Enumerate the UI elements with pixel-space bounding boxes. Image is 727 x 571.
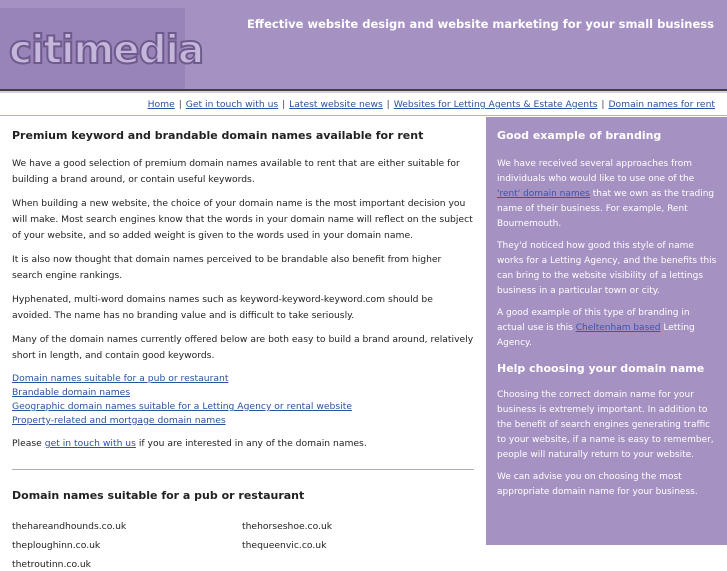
nav-home-link[interactable]: Home	[147, 99, 175, 110]
header-divider-light	[0, 91, 727, 93]
brandable-paragraph: It is also now thought that domain names perceived to be brandable also benefit from higher search engine rankings.	[12, 254, 442, 281]
domain-choice-paragraph: When building a new website, the choice of your domain name is the most important decision you will make. Most search engines know that the words in your domain name will reflect on the subject of your website, and so added weight is given to the words used in your domain name.	[12, 198, 473, 241]
domain-item: thetroutinn.co.uk	[12, 559, 91, 570]
pub-section-title: Domain names suitable for a pub or restaurant	[12, 489, 305, 502]
branding-heading: Good example of branding	[497, 129, 662, 142]
help-paragraph-2: We can advise you on choosing the most appropriate domain name for your business.	[497, 472, 698, 497]
top-navigation	[148, 99, 715, 110]
contact-suffix: if you are interested in any of the domain names.	[135, 438, 367, 449]
site-tagline: Effective website design and website marketing for your small business	[246, 17, 714, 31]
domain-item: thequeenvic.co.uk	[242, 540, 327, 551]
help-paragraph-1: Choosing the correct domain name for your business is extremely important. In addition to the benefit of search engines generating traffic to your website, if a name is easy to remember, people will naturally return to your website.	[497, 390, 714, 460]
category-link-pub[interactable]: Domain names suitable for a pub or restaurant	[12, 373, 229, 384]
nav-separator: |	[178, 99, 182, 110]
intro-paragraph: We have a good selection of premium domain names available to rent that are either suitable for building a brand around, or contain useful keywords.	[12, 158, 460, 185]
help-heading: Help choosing your domain name	[497, 362, 705, 375]
main-content	[12, 124, 474, 571]
branding-paragraph-1	[497, 157, 717, 232]
rent-domain-names-link[interactable]: 'rent' domain names	[497, 189, 590, 199]
branding-p3-text: A good example of this type of branding in actual use is this	[497, 308, 690, 333]
nav-separator: |	[282, 99, 286, 110]
logo[interactable]	[0, 8, 204, 90]
nav-separator: |	[386, 99, 390, 110]
category-link-brandable[interactable]: Brandable domain names	[12, 387, 131, 398]
category-link-geographic[interactable]: Geographic domain names suitable for a Letting Agency or rental website	[12, 401, 352, 412]
domain-item: thehorseshoe.co.uk	[242, 521, 333, 532]
site-header	[0, 0, 727, 90]
contact-paragraph	[12, 436, 474, 452]
contact-prefix: Please	[12, 438, 45, 449]
page-title: Premium keyword and brandable domain names available for rent	[12, 129, 424, 142]
category-links	[12, 372, 474, 428]
nav-letting-agents-link[interactable]: Websites for Letting Agents & Estate Agents	[393, 99, 598, 110]
branding-p1-text-end: that we own as the trading name of their business. For example, Rent Bournemouth.	[497, 189, 715, 229]
domain-item: theploughinn.co.uk	[12, 540, 101, 551]
hyphenated-paragraph: Hyphenated, multi-word domains names such as keyword-keyword-keyword.com should be avoided. The name has no branding value and is difficult to take seriously.	[12, 294, 433, 321]
nav-news-link[interactable]: Latest website news	[289, 99, 383, 110]
branding-p3-text-end: Letting Agency.	[497, 323, 695, 348]
nav-contact-link[interactable]: Get in touch with us	[185, 99, 279, 110]
section-divider	[12, 469, 474, 470]
cheltenham-agency-link[interactable]: Cheltenham based	[575, 323, 661, 333]
branding-paragraph-2: They'd noticed how good this style of name works for a Letting Agency, and the benefits this can bring to the website visibility of a lettings business in a particular town or city.	[497, 241, 717, 296]
domain-item: thehareandhounds.co.uk	[12, 521, 127, 532]
sidebar	[486, 117, 727, 545]
nav-divider	[0, 115, 727, 116]
branding-p1-text: We have received several approaches from individuals who would like to use one of the	[497, 159, 695, 184]
contact-link[interactable]: get in touch with us	[44, 438, 136, 449]
nav-domain-names-link[interactable]: Domain names for rent	[608, 99, 715, 110]
category-link-property[interactable]: Property-related and mortgage domain names	[12, 415, 226, 426]
pub-domain-list	[12, 520, 474, 571]
logo-text[interactable]: citimedia	[9, 28, 204, 73]
offer-paragraph: Many of the domain names currently offered below are both easy to build a brand around, relatively short in length, and contain good keywords.	[12, 334, 474, 361]
branding-paragraph-3	[497, 306, 717, 351]
nav-separator: |	[601, 99, 605, 110]
